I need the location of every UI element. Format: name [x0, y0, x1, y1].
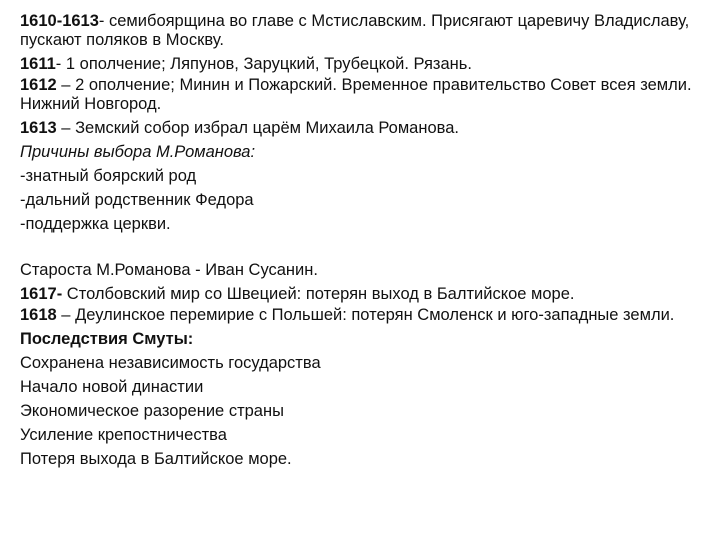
consequences-heading: Последствия Смуты: [20, 330, 194, 348]
entry-text: - 1 ополчение; Ляпунов, Заруцкий, Трубецкой. Рязань. [55, 55, 472, 73]
reason-item: -дальний родственник Федора [20, 191, 254, 209]
consequence-item: Потеря выхода в Балтийское море. [20, 450, 292, 468]
reason-item: -поддержка церкви. [20, 215, 171, 233]
entry-text: Столбовский мир со Швецией: потерян выход в Балтийское море. [62, 285, 575, 303]
entry-text: – Деулинское перемирие с Польшей: потерян Смоленск и юго-западные земли. [56, 306, 675, 324]
entry-text: – Земский собор избрал царём Михаила Романова. [56, 119, 459, 137]
year-label: 1618 [20, 306, 57, 324]
slide-text-body [20, 12, 710, 471]
year-label: 1612 [20, 76, 57, 94]
entry-text: – 2 ополчение; Минин и Пожарский. Временное правительство Совет всея земли. Нижний Новгород. [20, 76, 692, 113]
entry-text: - семибоярщина во главе с Мстиславским. Присягают царевичу Владиславу, пускают поляков в Москву. [20, 12, 690, 49]
entry-1618 [20, 306, 710, 325]
consequence-item: Начало новой династии [20, 378, 204, 396]
consequence-item: Усиление крепостничества [20, 426, 227, 444]
entry-susanin: Староста М.Романова - Иван Сусанин. [20, 261, 318, 279]
year-label: 1610-1613 [20, 12, 99, 30]
year-label: 1611 [20, 55, 56, 73]
entry-1610-1613 [20, 12, 710, 50]
reason-item: -знатный боярский род [20, 167, 197, 185]
entry-1613 [20, 116, 710, 140]
entry-1611 [20, 52, 710, 76]
paragraph-gap [20, 236, 710, 258]
entry-1617 [20, 282, 710, 306]
year-label: 1617- [20, 285, 63, 303]
consequence-item: Экономическое разорение страны [20, 402, 284, 420]
consequence-item: Сохранена независимость государства [20, 354, 321, 372]
reasons-heading: Причины выбора М.Романова: [20, 143, 256, 161]
entry-1612 [20, 76, 710, 114]
year-label: 1613 [20, 119, 57, 137]
